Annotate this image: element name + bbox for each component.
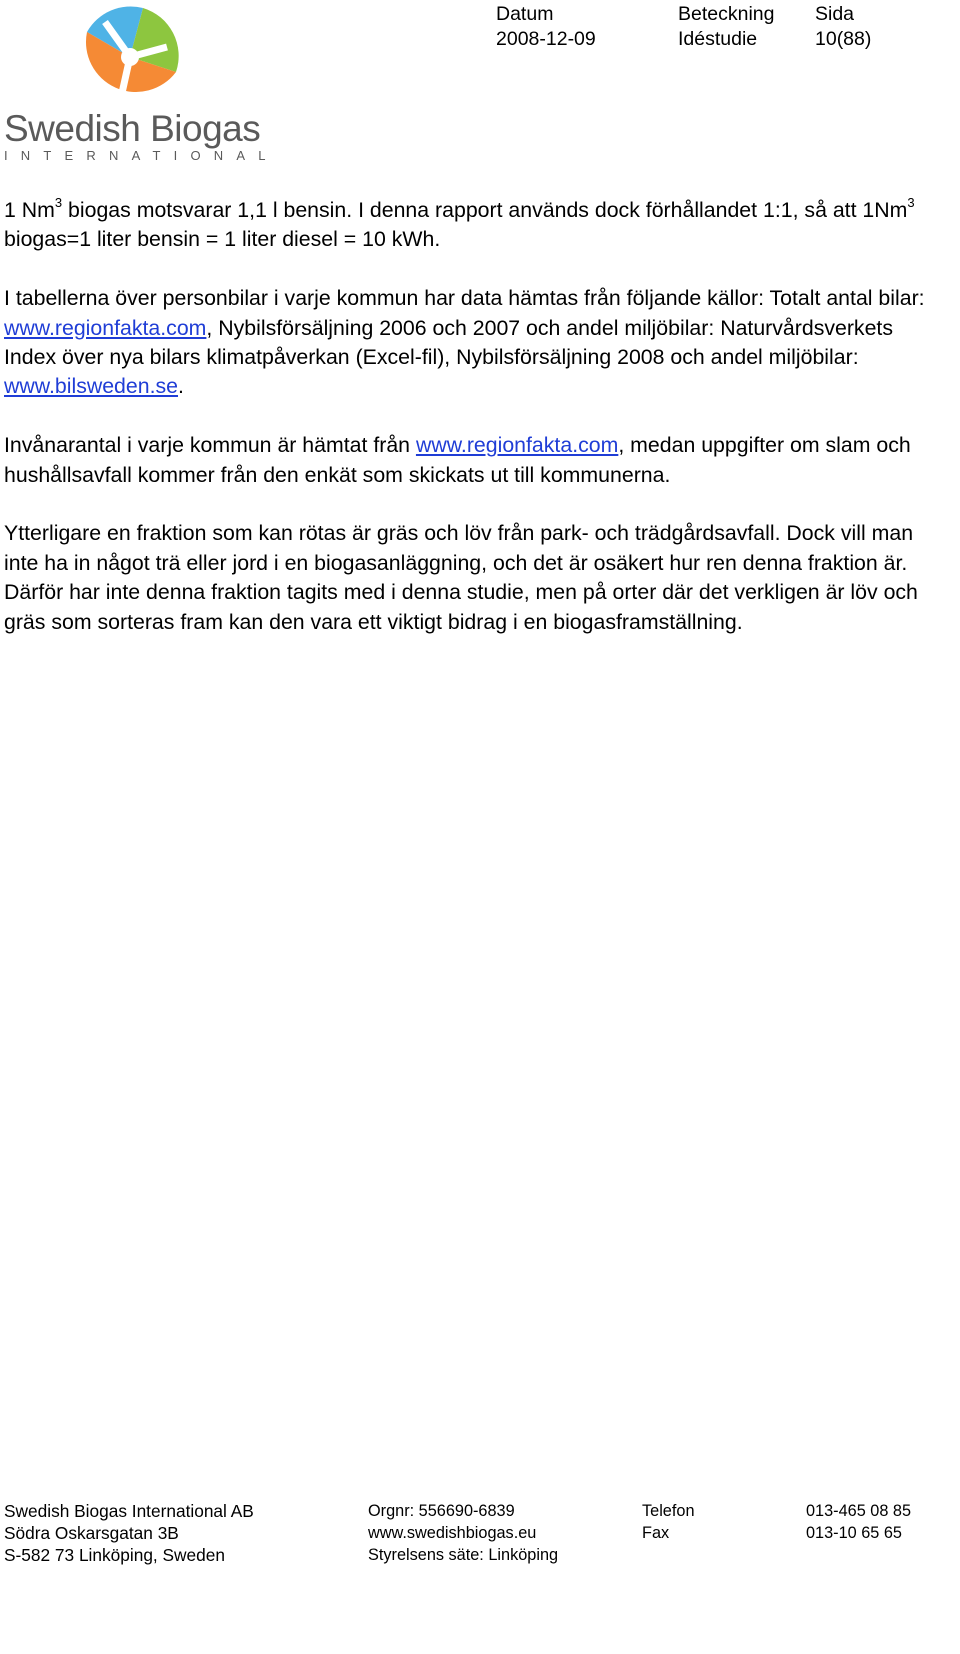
p1-superscript-1: 3 [54,195,63,210]
p1-text-b: biogas motsvarar 1,1 l bensin. I denna rapport används dock förhållandet 1:1, så att 1Nm [62,198,908,222]
footer-contact-labels [642,1500,695,1544]
footer-contact-values [806,1500,911,1544]
footer-orgnr: Orgnr: 556690-6839 [368,1502,515,1520]
beteckning-label: Beteckning [678,3,775,25]
p3-text-a: Invånarantal i varje kommun är hämtat från [4,433,416,458]
bilsweden-link[interactable]: www.bilsweden.se [4,374,179,399]
paragraph-nm3 [4,196,944,255]
header-datum [496,2,596,52]
paragraph-fraction: Ytterligare en fraktion som kan rötas är gräs och löv från park- och trädgårdsavfall. Dock vill man inte ha in något trä eller jord i en biogasanläggning, och det är osäkert hur ren denna fraktion är. Därför har inte denna fraktion tagits med i denna studie, men på orter där det verkligen är löv och gräs som sorteras fram kan den vara ett viktigt bidrag i en biogasframställning. [4,521,918,634]
datum-value: 2008-12-09 [496,28,596,50]
footer-street: Södra Oskarsgatan 3B [4,1523,179,1543]
footer-phone: 013-465 08 85 [806,1502,912,1520]
footer-org [368,1500,558,1566]
paragraph-population [4,431,944,490]
p1-text-a: 1 Nm [4,198,55,222]
footer-company: Swedish Biogas International AB [4,1501,254,1521]
paragraph-sources [4,284,944,402]
biogas-logo-icon [75,2,185,112]
footer-fax-label: Fax [642,1524,670,1542]
p1-text-c: biogas=1 liter bensin = 1 liter diesel = 10 kWh. [4,227,441,252]
footer-fax: 013-10 65 65 [806,1524,902,1542]
sida-value: 10(88) [815,28,872,50]
beteckning-value: Idéstudie [678,28,758,50]
regionfakta-link-2[interactable]: www.regionfakta.com [415,433,619,458]
logo-name: Swedish Biogas [4,108,261,149]
header-sida [815,2,871,52]
p1-superscript-2: 3 [907,195,915,210]
footer-web: www.swedishbiogas.eu [368,1524,537,1542]
p3-text-b: , medan uppgifter om slam och hushållsavfall kommer från den enkät som skickats ut till kommunerna. [4,433,911,487]
company-logo [0,0,279,170]
logo-subtitle: INTERNATIONAL [4,148,279,163]
footer-phone-label: Telefon [642,1502,695,1520]
regionfakta-link[interactable]: www.regionfakta.com [4,315,207,340]
footer-seat: Styrelsens säte: Linköping [368,1546,559,1564]
p2-text-a: I tabellerna över personbilar i varje kommun har data hämtas från följande källor: Totalt antal bilar: [4,286,925,311]
p2-text-b: , Nybilsförsäljning 2006 och 2007 och andel miljöbilar: Naturvårdsverkets Index över nya bilars klimatpåverkan (Excel-fil), Nybilsförsäljning 2008 och andel miljöbilar: [4,315,893,370]
footer-city: S-582 73 Linköping, Sweden [4,1545,225,1565]
sida-label: Sida [815,3,855,25]
p2-text-c: . [178,374,184,399]
header-beteckning [678,2,774,52]
document-body [4,196,944,666]
footer-address [4,1500,254,1566]
datum-label: Datum [496,3,554,25]
